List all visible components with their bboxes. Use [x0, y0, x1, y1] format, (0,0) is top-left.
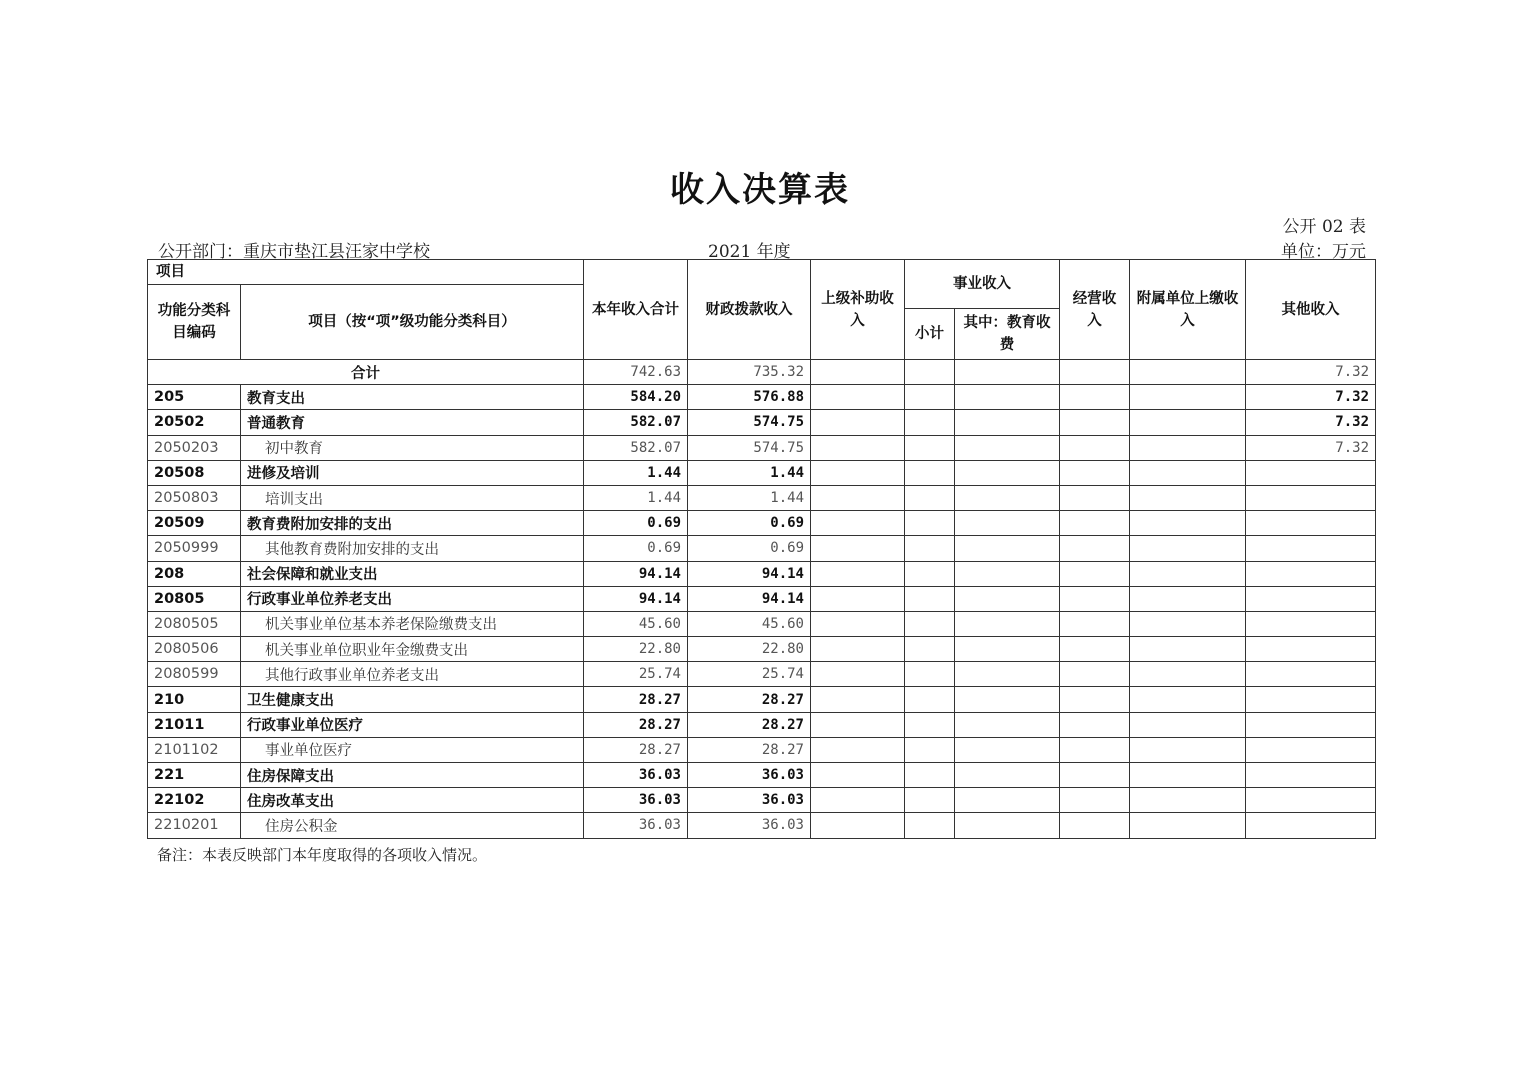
header-item-name: 项目（按“项”级功能分类科目） — [241, 285, 584, 360]
operating-cell — [1060, 687, 1130, 712]
table-row — [148, 460, 1376, 485]
function-code-cell: 210 — [148, 687, 241, 712]
education-fee-cell — [955, 536, 1060, 561]
fiscal-cell: 28.27 — [688, 737, 811, 762]
function-code-cell: 20509 — [148, 511, 241, 536]
fiscal-cell: 45.60 — [688, 611, 811, 636]
education-fee-cell — [955, 511, 1060, 536]
table-row — [148, 662, 1376, 687]
affiliated-cell — [1130, 561, 1246, 586]
education-fee-cell — [955, 788, 1060, 813]
function-code-cell: 2050203 — [148, 435, 241, 460]
superior-subsidy-cell — [811, 511, 905, 536]
total-income-cell: 25.74 — [584, 662, 688, 687]
operating-cell — [1060, 460, 1130, 485]
function-code-cell: 2210201 — [148, 813, 241, 838]
affiliated-cell — [1130, 410, 1246, 435]
function-code-cell: 20508 — [148, 460, 241, 485]
total-education-fee-cell — [955, 360, 1060, 385]
operating-cell — [1060, 435, 1130, 460]
operating-cell — [1060, 561, 1130, 586]
page-title: 收入决算表 — [670, 170, 850, 210]
fiscal-cell: 22.80 — [688, 637, 811, 662]
function-code-cell: 2101102 — [148, 737, 241, 762]
total-operating-cell — [1060, 360, 1130, 385]
function-code-cell: 221 — [148, 763, 241, 788]
table-row — [148, 687, 1376, 712]
item-name-cell: 其他教育费附加安排的支出 — [241, 536, 584, 561]
other-cell: 7.32 — [1246, 435, 1376, 460]
other-cell — [1246, 485, 1376, 510]
superior-subsidy-cell — [811, 637, 905, 662]
education-fee-cell — [955, 662, 1060, 687]
operating-cell — [1060, 763, 1130, 788]
subtotal-cell — [905, 385, 955, 410]
fiscal-cell: 94.14 — [688, 561, 811, 586]
function-code-cell: 2080505 — [148, 611, 241, 636]
superior-subsidy-cell — [811, 611, 905, 636]
fiscal-cell: 28.27 — [688, 687, 811, 712]
fiscal-cell: 36.03 — [688, 788, 811, 813]
header-total-income: 本年收入合计 — [584, 260, 688, 360]
function-code-cell: 208 — [148, 561, 241, 586]
affiliated-cell — [1130, 763, 1246, 788]
fiscal-cell: 25.74 — [688, 662, 811, 687]
education-fee-cell — [955, 435, 1060, 460]
subtotal-cell — [905, 410, 955, 435]
affiliated-cell — [1130, 637, 1246, 662]
operating-cell — [1060, 712, 1130, 737]
table-row — [148, 637, 1376, 662]
operating-cell — [1060, 485, 1130, 510]
affiliated-cell — [1130, 536, 1246, 561]
other-cell — [1246, 561, 1376, 586]
fiscal-cell: 36.03 — [688, 763, 811, 788]
total-income-cell: 0.69 — [584, 536, 688, 561]
total-income-cell: 28.27 — [584, 687, 688, 712]
subtotal-cell — [905, 687, 955, 712]
other-cell: 7.32 — [1246, 410, 1376, 435]
other-cell — [1246, 511, 1376, 536]
subtotal-cell — [905, 763, 955, 788]
operating-cell — [1060, 813, 1130, 838]
table-row — [148, 511, 1376, 536]
education-fee-cell — [955, 737, 1060, 762]
header-operating-income: 经营收入 — [1060, 260, 1130, 360]
total-label: 合计 — [148, 360, 584, 385]
item-name-cell: 教育支出 — [241, 385, 584, 410]
affiliated-cell — [1130, 511, 1246, 536]
subtotal-cell — [905, 561, 955, 586]
fiscal-cell: 1.44 — [688, 460, 811, 485]
total-income-cell: 584.20 — [584, 385, 688, 410]
superior-subsidy-cell — [811, 687, 905, 712]
header-other-income: 其他收入 — [1246, 260, 1376, 360]
affiliated-cell — [1130, 788, 1246, 813]
education-fee-cell — [955, 586, 1060, 611]
total-income-cell: 742.63 — [584, 360, 688, 385]
function-code-cell: 2080506 — [148, 637, 241, 662]
other-cell — [1246, 763, 1376, 788]
other-cell — [1246, 737, 1376, 762]
subtotal-cell — [905, 485, 955, 510]
subtotal-cell — [905, 788, 955, 813]
other-cell — [1246, 611, 1376, 636]
table-row — [148, 763, 1376, 788]
superior-subsidy-cell — [811, 485, 905, 510]
other-cell — [1246, 712, 1376, 737]
subtotal-cell — [905, 536, 955, 561]
form-number: 公开 02 表 — [1282, 217, 1366, 237]
department-label: 公开部门：重庆市垫江县汪家中学校 — [158, 242, 430, 262]
item-name-cell: 初中教育 — [241, 435, 584, 460]
other-cell — [1246, 586, 1376, 611]
subtotal-cell — [905, 586, 955, 611]
superior-subsidy-cell — [811, 813, 905, 838]
item-name-cell: 卫生健康支出 — [241, 687, 584, 712]
superior-subsidy-cell — [811, 763, 905, 788]
function-code-cell: 21011 — [148, 712, 241, 737]
operating-cell — [1060, 788, 1130, 813]
operating-cell — [1060, 737, 1130, 762]
subtotal-cell — [905, 737, 955, 762]
operating-cell — [1060, 385, 1130, 410]
superior-subsidy-cell — [811, 536, 905, 561]
header-subtotal: 小计 — [905, 309, 955, 360]
superior-subsidy-cell — [811, 410, 905, 435]
table-row — [148, 737, 1376, 762]
fiscal-cell: 574.75 — [688, 410, 811, 435]
education-fee-cell — [955, 637, 1060, 662]
education-fee-cell — [955, 460, 1060, 485]
superior-subsidy-cell — [811, 460, 905, 485]
total-income-cell: 1.44 — [584, 485, 688, 510]
affiliated-cell — [1130, 662, 1246, 687]
header-superior-subsidy: 上级补助收入 — [811, 260, 905, 360]
fiscal-cell: 574.75 — [688, 435, 811, 460]
education-fee-cell — [955, 712, 1060, 737]
footnote: 备注：本表反映部门本年度取得的各项收入情况。 — [157, 846, 488, 864]
affiliated-cell — [1130, 385, 1246, 410]
fiscal-cell: 1.44 — [688, 485, 811, 510]
function-code-cell: 20502 — [148, 410, 241, 435]
total-income-cell: 28.27 — [584, 737, 688, 762]
item-name-cell: 教育费附加安排的支出 — [241, 511, 584, 536]
affiliated-cell — [1130, 813, 1246, 838]
other-cell — [1246, 788, 1376, 813]
subtotal-cell — [905, 435, 955, 460]
item-name-cell: 住房改革支出 — [241, 788, 584, 813]
table-row — [148, 410, 1376, 435]
subtotal-cell — [905, 511, 955, 536]
superior-subsidy-cell — [811, 737, 905, 762]
total-income-cell: 22.80 — [584, 637, 688, 662]
other-cell — [1246, 637, 1376, 662]
affiliated-cell — [1130, 712, 1246, 737]
education-fee-cell — [955, 687, 1060, 712]
table-row — [148, 561, 1376, 586]
item-name-cell: 社会保障和就业支出 — [241, 561, 584, 586]
affiliated-cell — [1130, 586, 1246, 611]
total-income-cell: 28.27 — [584, 712, 688, 737]
other-cell: 7.32 — [1246, 385, 1376, 410]
operating-cell — [1060, 586, 1130, 611]
header-education-fee: 其中：教育收费 — [955, 309, 1060, 360]
header-fiscal-appropriation: 财政拨款收入 — [688, 260, 811, 360]
subtotal-cell — [905, 637, 955, 662]
other-cell — [1246, 536, 1376, 561]
other-cell — [1246, 662, 1376, 687]
function-code-cell: 205 — [148, 385, 241, 410]
item-name-cell: 住房公积金 — [241, 813, 584, 838]
education-fee-cell — [955, 561, 1060, 586]
affiliated-cell — [1130, 737, 1246, 762]
other-cell — [1246, 460, 1376, 485]
table-row — [148, 485, 1376, 510]
item-name-cell: 普通教育 — [241, 410, 584, 435]
superior-subsidy-cell — [811, 788, 905, 813]
total-income-cell: 94.14 — [584, 561, 688, 586]
item-name-cell: 其他行政事业单位养老支出 — [241, 662, 584, 687]
unit-label: 单位：万元 — [1281, 242, 1366, 262]
header-affiliated-income: 附属单位上缴收入 — [1130, 260, 1246, 360]
subtotal-cell — [905, 611, 955, 636]
total-income-cell: 36.03 — [584, 788, 688, 813]
table-row — [148, 788, 1376, 813]
table-row — [148, 611, 1376, 636]
affiliated-cell — [1130, 435, 1246, 460]
affiliated-cell — [1130, 485, 1246, 510]
education-fee-cell — [955, 485, 1060, 510]
affiliated-cell — [1130, 460, 1246, 485]
education-fee-cell — [955, 813, 1060, 838]
superior-subsidy-cell — [811, 586, 905, 611]
function-code-cell: 2080599 — [148, 662, 241, 687]
total-income-cell: 45.60 — [584, 611, 688, 636]
subtotal-cell — [905, 460, 955, 485]
operating-cell — [1060, 662, 1130, 687]
total-income-cell: 582.07 — [584, 435, 688, 460]
fiscal-year-label: 2021 年度 — [708, 242, 791, 262]
fiscal-cell: 576.88 — [688, 385, 811, 410]
total-affiliated-cell — [1130, 360, 1246, 385]
total-row — [148, 360, 1376, 385]
item-name-cell: 机关事业单位基本养老保险缴费支出 — [241, 611, 584, 636]
superior-subsidy-cell — [811, 712, 905, 737]
total-income-cell: 36.03 — [584, 763, 688, 788]
item-name-cell: 住房保障支出 — [241, 763, 584, 788]
other-cell — [1246, 687, 1376, 712]
total-income-cell: 582.07 — [584, 410, 688, 435]
total-other-cell: 7.32 — [1246, 360, 1376, 385]
income-statement-table — [147, 259, 1376, 839]
total-income-cell: 94.14 — [584, 586, 688, 611]
header-project: 项目 — [148, 260, 584, 285]
item-name-cell: 行政事业单位养老支出 — [241, 586, 584, 611]
total-income-cell: 36.03 — [584, 813, 688, 838]
total-income-cell: 0.69 — [584, 511, 688, 536]
table-row — [148, 435, 1376, 460]
education-fee-cell — [955, 385, 1060, 410]
superior-subsidy-cell — [811, 561, 905, 586]
item-name-cell: 事业单位医疗 — [241, 737, 584, 762]
header-business-income: 事业收入 — [905, 260, 1060, 309]
other-cell — [1246, 813, 1376, 838]
function-code-cell: 22102 — [148, 788, 241, 813]
affiliated-cell — [1130, 687, 1246, 712]
fiscal-cell: 36.03 — [688, 813, 811, 838]
operating-cell — [1060, 536, 1130, 561]
total-fiscal-cell: 735.32 — [688, 360, 811, 385]
education-fee-cell — [955, 611, 1060, 636]
subtotal-cell — [905, 662, 955, 687]
table-row — [148, 712, 1376, 737]
item-name-cell: 机关事业单位职业年金缴费支出 — [241, 637, 584, 662]
function-code-cell: 2050999 — [148, 536, 241, 561]
function-code-cell: 2050803 — [148, 485, 241, 510]
superior-subsidy-cell — [811, 662, 905, 687]
superior-subsidy-cell — [811, 385, 905, 410]
fiscal-cell: 94.14 — [688, 586, 811, 611]
fiscal-cell: 0.69 — [688, 536, 811, 561]
total-superior-subsidy-cell — [811, 360, 905, 385]
operating-cell — [1060, 511, 1130, 536]
table-row — [148, 586, 1376, 611]
operating-cell — [1060, 637, 1130, 662]
table-row — [148, 385, 1376, 410]
fiscal-cell: 0.69 — [688, 511, 811, 536]
education-fee-cell — [955, 410, 1060, 435]
total-subtotal-cell — [905, 360, 955, 385]
affiliated-cell — [1130, 611, 1246, 636]
table-row — [148, 813, 1376, 838]
item-name-cell: 行政事业单位医疗 — [241, 712, 584, 737]
header-function-code: 功能分类科目编码 — [148, 285, 241, 360]
education-fee-cell — [955, 763, 1060, 788]
subtotal-cell — [905, 813, 955, 838]
subtotal-cell — [905, 712, 955, 737]
table-row — [148, 536, 1376, 561]
item-name-cell: 培训支出 — [241, 485, 584, 510]
superior-subsidy-cell — [811, 435, 905, 460]
fiscal-cell: 28.27 — [688, 712, 811, 737]
operating-cell — [1060, 611, 1130, 636]
item-name-cell: 进修及培训 — [241, 460, 584, 485]
total-income-cell: 1.44 — [584, 460, 688, 485]
operating-cell — [1060, 410, 1130, 435]
function-code-cell: 20805 — [148, 586, 241, 611]
